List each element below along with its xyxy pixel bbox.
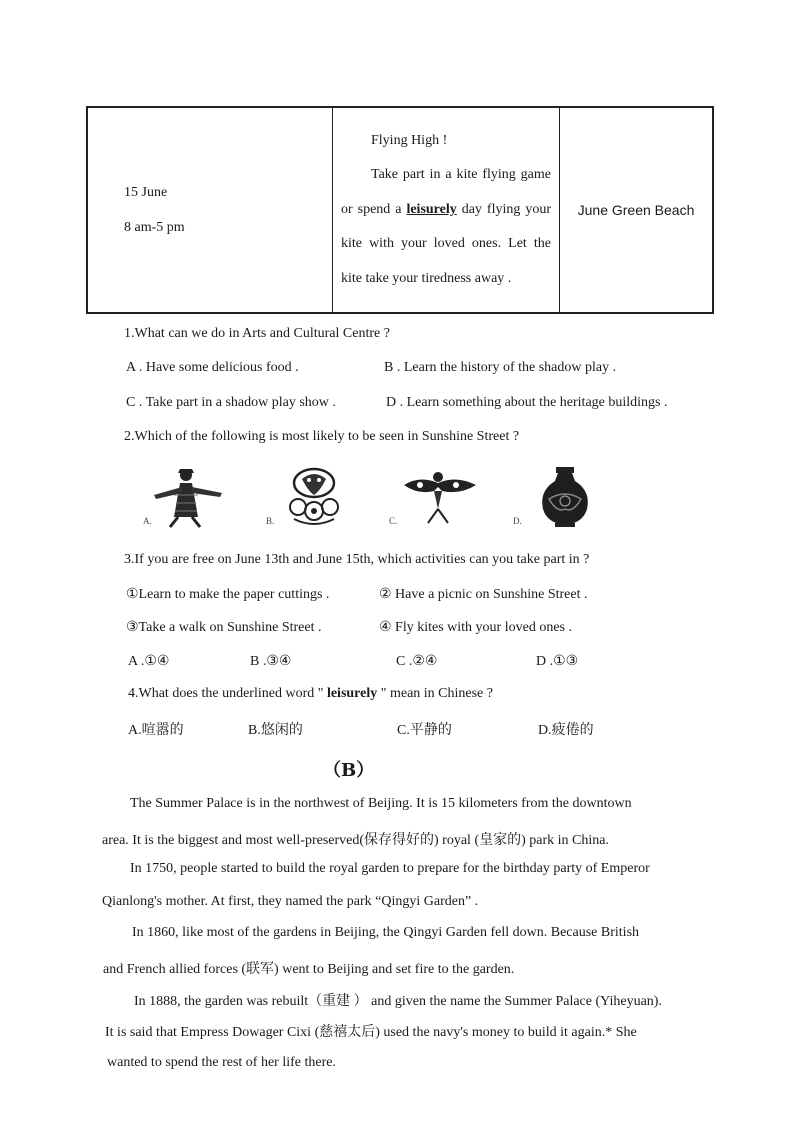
q3-question: 3.If you are free on June 13th and June 15th, which activities can you take part in ? [124,552,590,567]
q3-option-d: D .①③ [536,654,579,669]
section-b-heading: （B） [323,760,375,781]
passage-line: area. It is the biggest and most well-preserved(保存得好的) royal (皇家的) park in China. [102,833,609,848]
underlined-word: leisurely [406,201,457,217]
event-date: 15 June [124,185,168,200]
shadow-puppet-picture [148,465,228,529]
passage-line: The Summer Palace is in the northwest of Beijing. It is 15 kilometers from the downtown [130,796,632,811]
passage-line: It is said that Empress Dowager Cixi (慈禧太后) used the navy's money to build it again.* She [105,1025,637,1040]
q2-label-b: B. [266,516,275,526]
q1-option-a: A . Have some delicious food . [126,360,299,375]
q3-option-b: B .③④ [250,654,292,669]
q4-option-b: B.悠闲的 [248,723,303,738]
passage-line: In 1888, the garden was rebuilt（重建 ） and given the name the Summer Palace (Yiheyuan). [134,994,662,1009]
paper-cutting-picture [276,465,356,529]
event-place-cell [560,107,714,313]
q1-option-b: B . Learn the history of the shadow play . [384,360,617,375]
q3-option-a: A .①④ [128,654,170,669]
event-time: 8 am-5 pm [124,220,185,235]
event-description: Take part in a kite flying game or spend a leisurely day flying your kite with your loved ones. Let the kite take your tiredness away . [341,167,551,286]
q2-label-d: D. [513,516,522,526]
event-datetime-cell [87,107,333,313]
q1-option-c: C . Take part in a shadow play show . [126,395,336,410]
event-title: Flying High ! [371,132,448,148]
q4-keyword: leisurely [326,686,378,701]
passage-line: In 1860, like most of the gardens in Beijing, the Qingyi Garden fell down. Because British [132,925,640,940]
q1-question: 1.What can we do in Arts and Cultural Centre ? [124,326,390,341]
q3-item-4: ④ Fly kites with your loved ones . [379,620,572,635]
q2-label-a: A. [143,516,152,526]
event-table [86,106,714,314]
q4-option-d: D.疲倦的 [538,723,594,738]
passage-line: wanted to spend the rest of her life there. [107,1055,336,1070]
q2-question: 2.Which of the following is most likely to be seen in Sunshine Street ? [124,429,520,444]
q3-item-1: ①Learn to make the paper cuttings . [126,587,330,602]
q1-option-d: D . Learn something about the heritage buildings . [386,395,668,410]
event-place: June Green Beach [577,202,695,218]
q4-question: 4.What does the underlined word " leisurely " mean in Chinese ? [128,686,493,701]
kite-picture [400,465,480,529]
q4-option-c: C.平静的 [397,723,452,738]
passage-line: In 1750, people started to build the royal garden to prepare for the birthday party of Emperor [130,861,650,876]
q3-item-2: ② Have a picnic on Sunshine Street . [379,587,588,602]
q3-item-3: ③Take a walk on Sunshine Street . [126,620,322,635]
q3-option-c: C .②④ [396,654,438,669]
passage-line: Qianlong's mother. At first, they named the park “Qingyi Garden” . [102,894,479,909]
vase-picture [525,465,605,529]
q2-label-c: C. [389,516,398,526]
event-description-cell [333,107,560,313]
passage-line: and French allied forces (联军) went to Beijing and set fire to the garden. [103,962,515,977]
q4-option-a: A.喧嚣的 [128,723,184,738]
